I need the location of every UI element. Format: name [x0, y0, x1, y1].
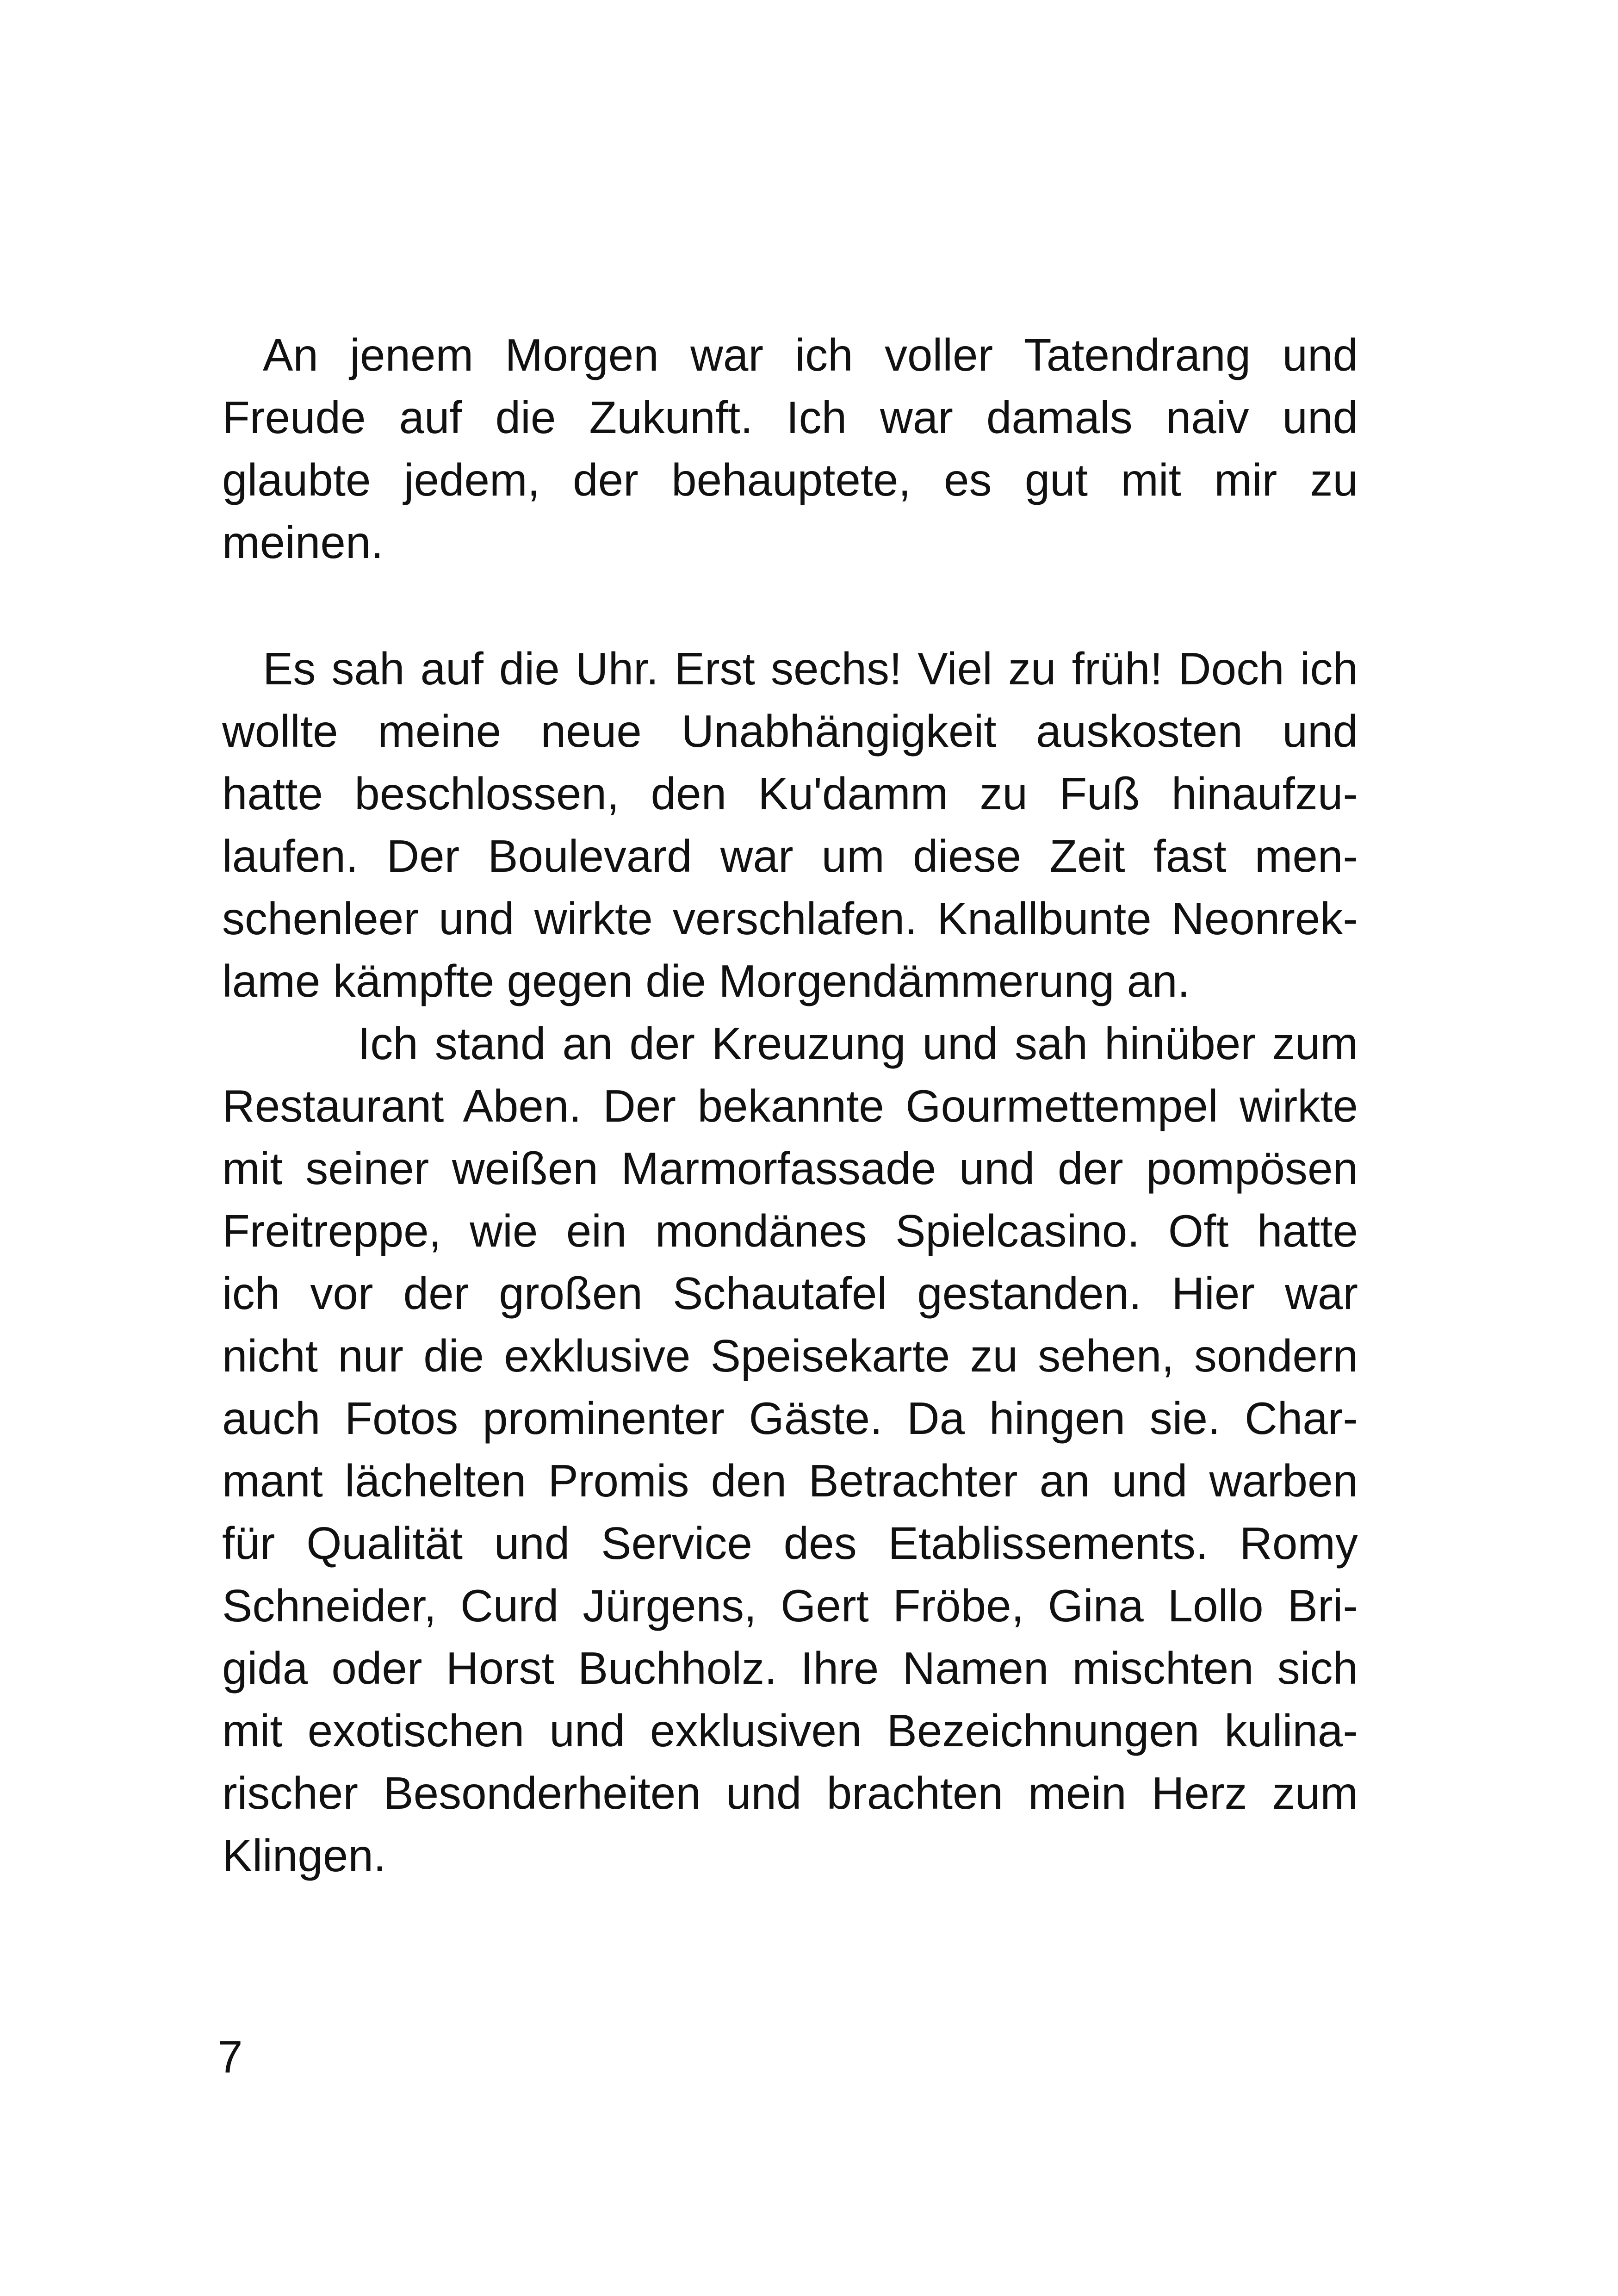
paragraph-2-line-6: lame kämpfte gegen die Morgendämmerung an. — [222, 956, 1190, 1006]
paragraph-2-line-1: Es sah auf die Uhr. Erst sechs! Viel zu früh! Doch ich — [263, 643, 1358, 694]
paragraph-3-line-13: rischer Besonderheiten und brachten mein Herz zum — [222, 1768, 1358, 1818]
paragraph-3-line-1: Ich stand an der Kreuzung und sah hinüber zum — [358, 1018, 1358, 1069]
paragraph-2-line-2: wollte meine neue Unabhängigkeit auskosten und — [222, 706, 1358, 757]
paragraph-1-line-4: meinen. — [222, 517, 384, 568]
paragraph-1-line-2: Freude auf die Zukunft. Ich war damals naiv und — [222, 392, 1358, 443]
paragraph-3-line-6: nicht nur die exklusive Speisekarte zu sehen, sondern — [222, 1330, 1358, 1381]
paragraph-3-line-4: Freitreppe, wie ein mondänes Spielcasino. Oft hatte — [222, 1205, 1358, 1256]
paragraph-3-line-9: für Qualität und Service des Etablissements. Romy — [222, 1518, 1358, 1569]
paragraph-2-line-4: laufen. Der Boulevard war um diese Zeit fast men- — [222, 831, 1358, 881]
paragraph-3-line-5: ich vor der großen Schautafel gestanden. Hier war — [222, 1268, 1358, 1319]
paragraph-3-line-10: Schneider, Curd Jürgens, Gert Fröbe, Gina Lollo Bri- — [222, 1580, 1358, 1631]
paragraph-3-line-2: Restaurant Aben. Der bekannte Gourmettempel wirkte — [222, 1080, 1358, 1131]
paragraph-3-line-14: Klingen. — [222, 1830, 386, 1881]
paragraph-1-line-1: An jenem Morgen war ich voller Tatendrang und — [263, 329, 1358, 380]
paragraph-2-line-3: hatte beschlossen, den Ku'damm zu Fuß hinaufzu- — [222, 768, 1358, 819]
paragraph-2-line-5: schenleer und wirkte verschlafen. Knallbunte Neonrek- — [222, 893, 1358, 944]
paragraph-3-line-8: mant lächelten Promis den Betrachter an und warben — [222, 1455, 1358, 1506]
page-number: 7 — [217, 2031, 243, 2082]
paragraph-3-line-3: mit seiner weißen Marmorfassade und der pompösen — [222, 1143, 1358, 1194]
paragraph-3-line-7: auch Fotos prominenter Gäste. Da hingen sie. Char- — [222, 1393, 1358, 1444]
paragraph-1-line-3: glaubte jedem, der behauptete, es gut mit mir zu — [222, 454, 1358, 505]
paragraph-3-line-11: gida oder Horst Buchholz. Ihre Namen mischten sich — [222, 1643, 1358, 1694]
paragraph-3-line-12: mit exotischen und exklusiven Bezeichnungen kulina- — [222, 1705, 1358, 1756]
